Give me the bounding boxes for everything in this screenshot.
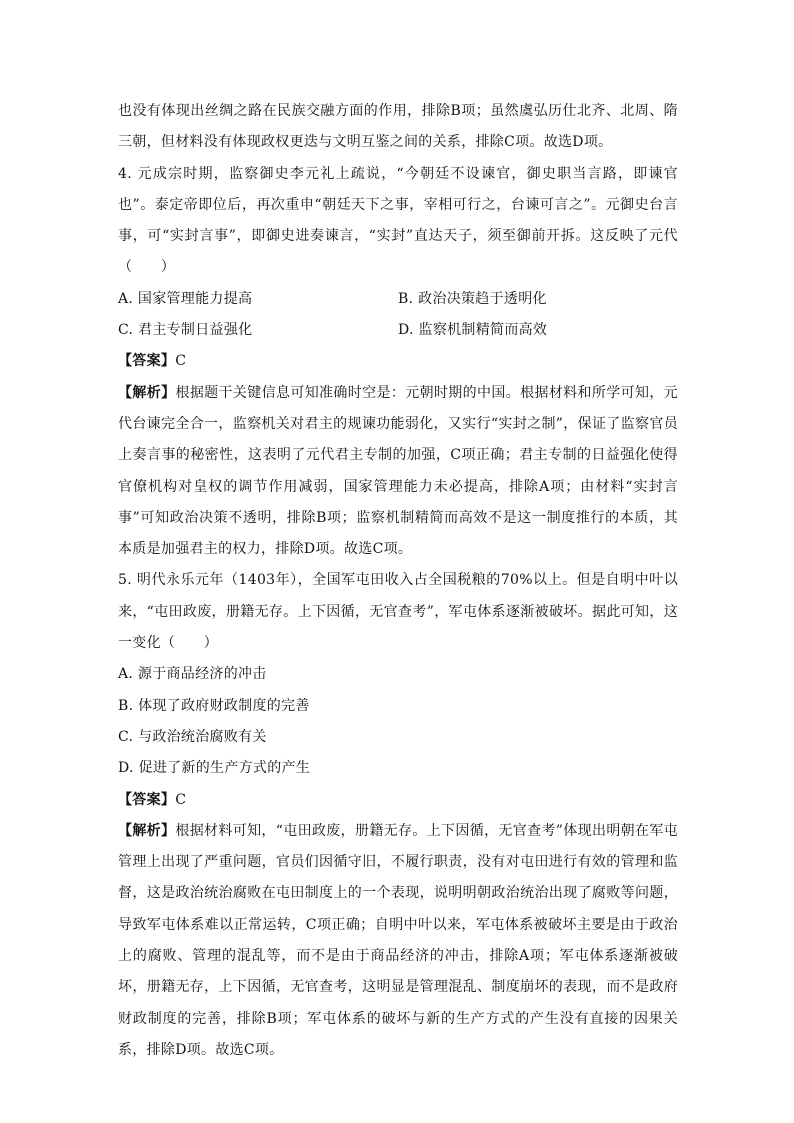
question-4-stem: 4. 元成宗时期，监察御史李元礼上疏说，“今朝廷不设谏官，御史职当言路，即谏官也”。泰定帝即位后，再次重申“朝廷天下之事，宰相可行之，台谏可言之”。元御史台言事，可“实封言事”，即御史进奏谏言，“实封”直达天子，须至御前开拆。这反映了元代（ ） [118, 165, 678, 276]
option-d: D. 监察机制精简而高效 [398, 322, 548, 339]
answer-tag: 【答案】 [118, 353, 176, 370]
question-5-stem: 5. 明代永乐元年（1403年），全国军屯田收入占全国税粮的70%以上。但是自明中叶以来，“屯田政废，册籍无存。上下因循，无官查考”，军屯体系逐渐被破坏。据此可知，这一变化（ ） [118, 572, 678, 652]
question-4 [118, 159, 678, 566]
option-c: C. 君主专制日益强化 [118, 322, 253, 339]
question-4-options [118, 284, 678, 347]
analysis-text: 根据材料可知，“屯田政废，册籍无存。上下因循，无官查考”体现出明朝在军屯管理上出现了严重问题，官员们因循守旧，不履行职责，没有对屯田进行有效的管理和监督，这是政治统治腐败在屯田制度上的一个表现，说明明朝政治统治出现了腐败等问题，导致军屯体系难以正常运转，C项正确；自明中叶以来，军屯体系被破坏主要是由于政治上的腐败、管理的混乱等，而不是由于商品经济的冲击，排除A项；军屯体系逐渐被破坏，册籍无存，上下因循，无官查考，这明显是管理混乱、制度崩坏的表现，而不是政府财政制度的完善，排除B项；军屯体系的破坏与新的生产方式的产生没有直接的因果关系，排除D项。故选C项。 [118, 822, 678, 1058]
analysis-tag: 【解析】 [118, 384, 176, 401]
previous-analysis-continuation: 也没有体现出丝绸之路在民族交融方面的作用，排除B项；虽然虞弘历仕北齐、北周、隋三朝，但材料没有体现政权更迭与文明互鉴之间的关系，排除C项。故选D项。 [118, 103, 678, 151]
option-b: B. 政治决策趋于透明化 [398, 290, 547, 307]
analysis-text: 根据题干关键信息可知准确时空是：元朝时期的中国。根据材料和所学可知，元代台谏完全合一，监察机关对君主的规谏功能弱化，又实行“实封之制”，保证了监察官员上奏言事的秘密性，这表明了元代君主专制的加强，C项正确；君主专制的日益强化使得官僚机构对皇权的调节作用减弱，国家管理能力未必提高，排除A项；由材料“实封言事”可知政治决策不透明，排除B项；监察机制精简而高效不是这一制度推行的本质，其本质是加强君主的权力，排除D项。故选C项。 [118, 384, 679, 558]
question-4-analysis [118, 378, 678, 566]
option-a: A. 源于商品经济的冲击 [118, 666, 267, 683]
question-5-analysis [118, 816, 678, 1066]
option-c: C. 与政治统治腐败有关 [118, 728, 267, 745]
answer-value: C [175, 353, 187, 370]
analysis-tag: 【解析】 [118, 822, 176, 839]
question-5-answer [118, 785, 678, 816]
answer-value: C [175, 791, 187, 808]
document-body [118, 96, 678, 1066]
question-5 [118, 565, 678, 1066]
option-d: D. 促进了新的生产方式的产生 [118, 760, 311, 777]
question-5-options [118, 659, 678, 784]
answer-tag: 【答案】 [118, 791, 176, 808]
question-4-answer [118, 346, 678, 377]
option-b: B. 体现了政府财政制度的完善 [118, 697, 310, 714]
option-a: A. 国家管理能力提高 [118, 290, 253, 307]
